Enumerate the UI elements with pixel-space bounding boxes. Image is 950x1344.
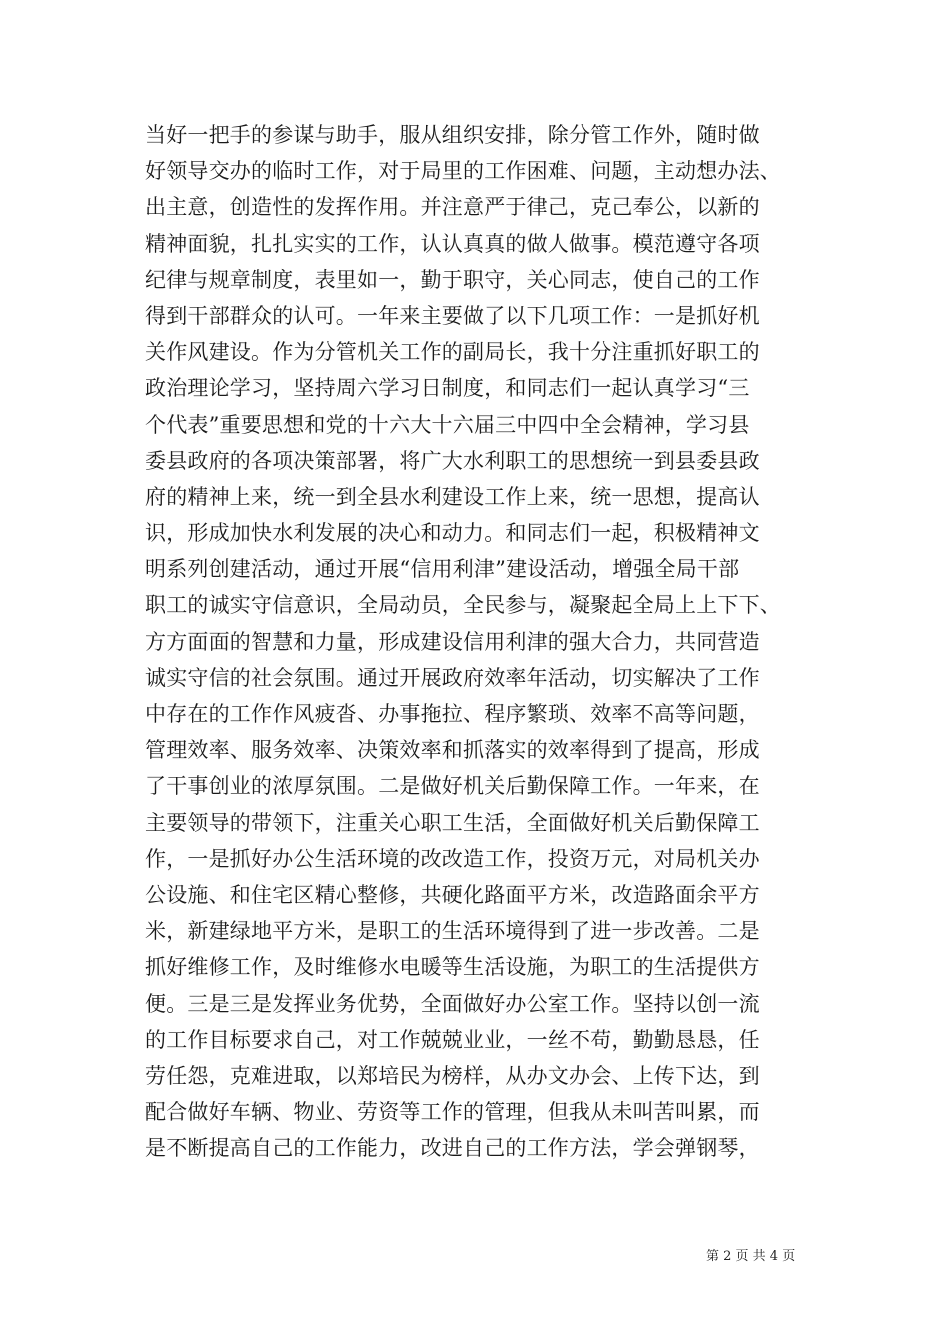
text-line: 当好一把手的参谋与助手，服从组织安排，除分管工作外，随时做 [145, 123, 760, 147]
text-line: 个代表”重要思想和党的十六大十六届三中四中全会精神，学习县 [145, 412, 750, 437]
text-line: 得到干部群众的认可。一年来主要做了以下几项工作：一是抓好机 [145, 303, 760, 328]
body-text [145, 117, 825, 1166]
text-line: 配合做好车辆、物业、劳资等工作的管理，但我从未叫苦叫累，而 [145, 1100, 760, 1125]
text-line: 府的精神上来，统一到全县水利建设工作上来，统一思想，提高认 [145, 484, 760, 509]
text-line: 明系列创建活动，通过开展“信用利津”建设活动，增强全局干部 [145, 557, 740, 582]
text-line: 精神面貌，扎扎实实的工作，认认真真的做人做事。模范遵守各项 [145, 231, 760, 256]
text-line: 政治理论学习，坚持周六学习日制度，和同志们一起认真学习“三 [145, 376, 750, 401]
text-line: 方方面面的智慧和力量，形成建设信用利津的强大合力，共同营造 [145, 629, 760, 654]
text-line: 出主意，创造性的发挥作用。并注意严于律己，克己奉公，以新的 [145, 195, 760, 220]
text-line: 中存在的工作作风疲沓、办事拖拉、程序繁琐、效率不高等问题， [145, 702, 760, 726]
text-line: 便。三是三是发挥业务优势，全面做好办公室工作。坚持以创一流 [145, 991, 760, 1016]
text-line: 纪律与规章制度，表里如一，勤于职守，关心同志，使自己的工作 [145, 267, 760, 292]
page-footer: 第 2 页 共 4 页 [706, 1249, 796, 1264]
text-line: 抓好维修工作，及时维修水电暖等生活设施，为职工的生活提供方 [145, 955, 760, 980]
text-line: 米，新建绿地平方米，是职工的生活环境得到了进一步改善。二是 [145, 919, 760, 944]
text-line: 主要领导的带领下，注重关心职工生活，全面做好机关后勤保障工 [145, 810, 760, 835]
text-line: 诚实守信的社会氛围。通过开展政府效率年活动，切实解决了工作 [145, 665, 760, 690]
text-line: 了干事创业的浓厚氛围。二是做好机关后勤保障工作。一年来，在 [145, 774, 760, 799]
text-line: 关作风建设。作为分管机关工作的副局长，我十分注重抓好职工的 [145, 340, 760, 365]
text-line: 识，形成加快水利发展的决心和动力。和同志们一起，积极精神文 [145, 521, 760, 546]
text-line: 是不断提高自己的工作能力，改进自己的工作方法，学会弹钢琴， [145, 1136, 760, 1161]
text-line: 委县政府的各项决策部署，将广大水利职工的思想统一到县委县政 [145, 448, 760, 473]
text-line: 职工的诚实守信意识，全局动员，全民参与，凝聚起全局上上下下、 [145, 593, 781, 618]
text-line: 公设施、和住宅区精心整修，共硬化路面平方米，改造路面余平方 [145, 882, 760, 907]
text-line: 的工作目标要求自己，对工作兢兢业业，一丝不苟，勤勤恳恳，任 [145, 1027, 760, 1052]
text-line: 劳任怨，克难进取，以郑培民为榜样，从办文办会、上传下达，到 [145, 1063, 760, 1088]
text-line: 作，一是抓好办公生活环境的改改造工作，投资万元，对局机关办 [145, 846, 760, 871]
text-line: 好领导交办的临时工作，对于局里的工作困难、问题，主动想办法、 [145, 159, 781, 184]
text-line: 管理效率、服务效率、决策效率和抓落实的效率得到了提高，形成 [145, 738, 760, 763]
